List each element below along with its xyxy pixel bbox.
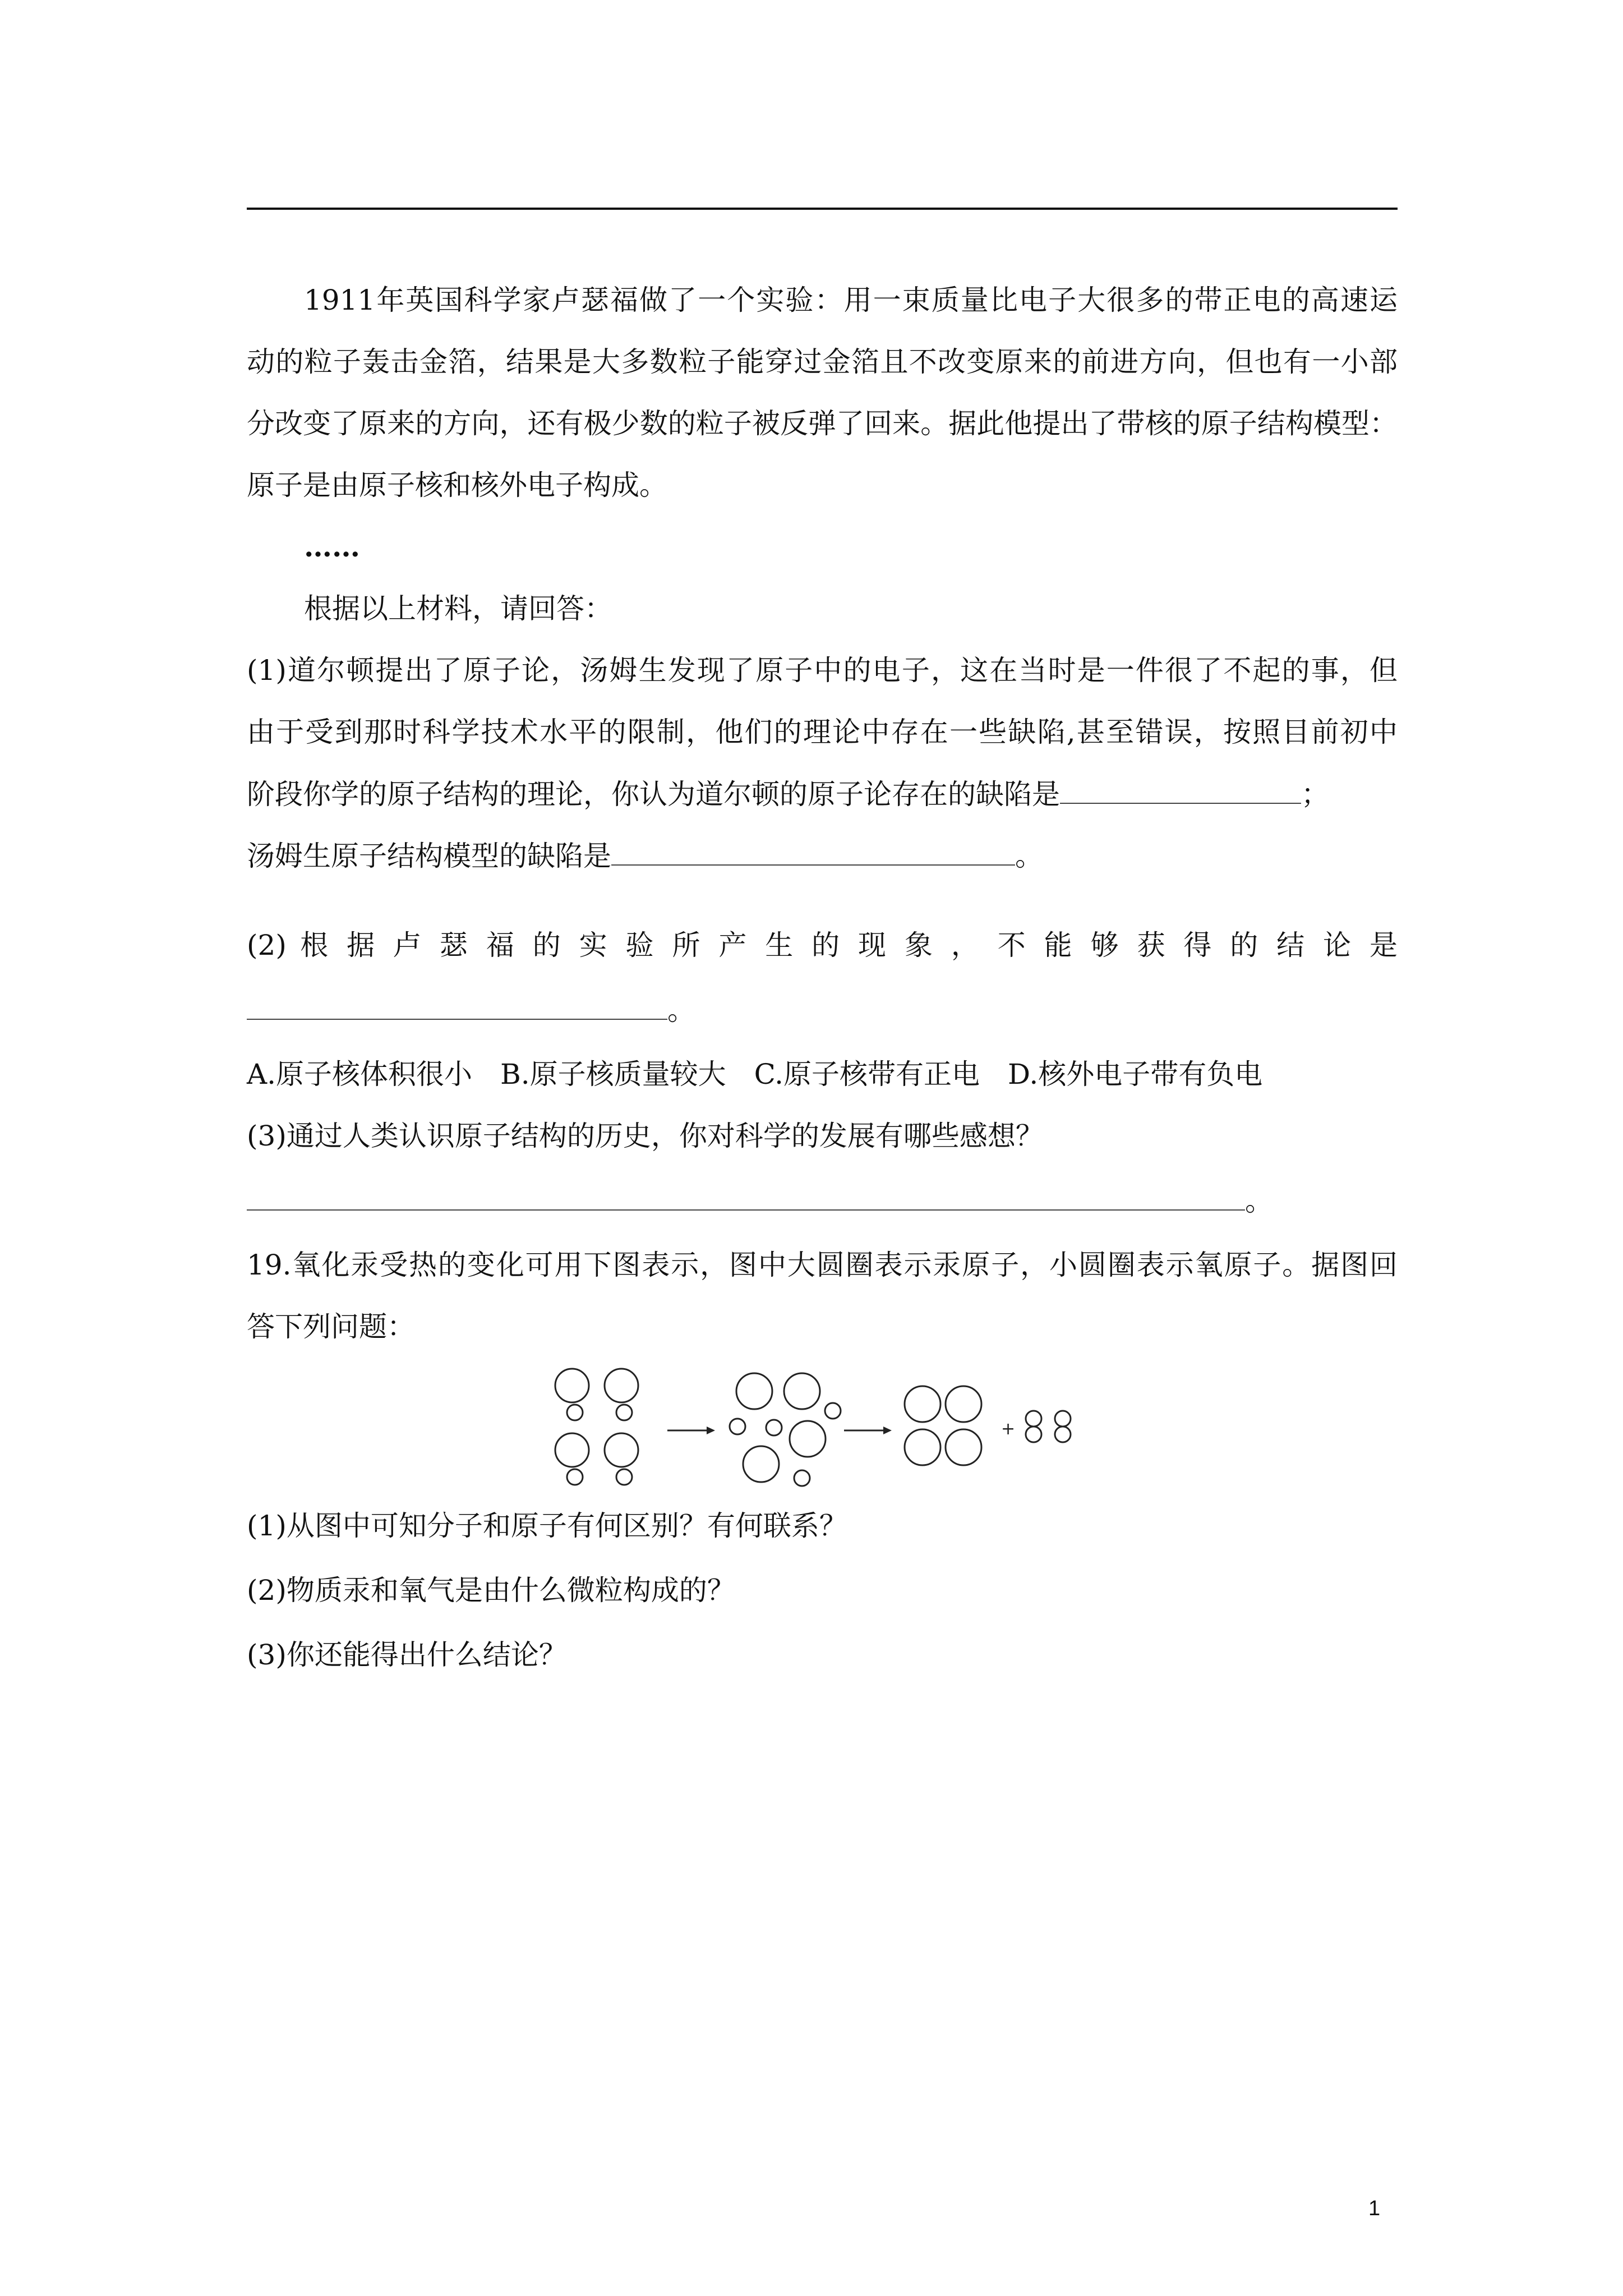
oxygen-molecule [1026, 1411, 1041, 1442]
mercury-atom [555, 1369, 589, 1402]
option-c[interactable]: C.原子核带有正电 [754, 1058, 980, 1091]
oxygen-atom [616, 1469, 632, 1485]
option-b[interactable]: B.原子核质量较大 [500, 1058, 726, 1091]
paragraph-line-1: 1911年英国科学家卢瑟福做了一个实验：用一束质量比电子大很多的带正电的高速运 [304, 284, 1398, 316]
ellipsis: …… [304, 530, 360, 563]
mercury-atom [946, 1386, 981, 1422]
hgo-molecule [555, 1433, 589, 1485]
paragraph-line-4: 原子是由原子核和核外电子构成。 [247, 469, 667, 501]
q18-2-answer-line [247, 993, 1398, 1027]
hgo-molecule [605, 1433, 638, 1485]
oxygen-atom [1055, 1427, 1071, 1442]
mercury-atom [905, 1386, 940, 1422]
arrow-head [883, 1427, 892, 1434]
oxygen-atom [1026, 1411, 1041, 1427]
option-d[interactable]: D.核外电子带有负电 [1008, 1058, 1263, 1091]
period: 。 [667, 994, 695, 1027]
mercury-oxide-decomposition-diagram [552, 1366, 1085, 1495]
q18-1-line-3-text: 阶段你学的原子结构的理论，你认为道尔顿的原子论存在的缺陷是 [247, 778, 1060, 811]
oxygen-atom [1055, 1411, 1071, 1427]
mercury-atom [946, 1429, 981, 1465]
q18-1-line-2: 由于受到那时科学技术水平的限制，他们的理论中存在一些缺陷,甚至错误，按照目前初中 [247, 716, 1398, 748]
oxygen-atom [825, 1403, 841, 1419]
answer-blank-reflection[interactable] [247, 1184, 1245, 1211]
paragraph-line-2: 动的粒子轰击金箔，结果是大多数粒子能穿过金箔且不改变原来的前进方向，但也有一小部 [247, 346, 1398, 378]
period: 。 [1015, 840, 1043, 872]
oxygen-atom [730, 1419, 745, 1434]
hgo-molecule [605, 1369, 638, 1420]
q18-2-options [247, 1057, 1398, 1091]
option-a[interactable]: A.原子核体积很小 [247, 1058, 473, 1091]
oxygen-atom [1026, 1427, 1041, 1442]
q18-3-line: (3)通过人类认识原子结构的历史，你对科学的发展有哪些感想？ [247, 1120, 1044, 1152]
q18-prompt: 根据以上材料，请回答： [304, 592, 612, 625]
mercury-atom [605, 1433, 638, 1467]
q18-1-line-3 [247, 777, 1398, 811]
q18-1-line-4 [247, 839, 1398, 873]
mercury-atom [736, 1373, 772, 1409]
mercury-atom [555, 1433, 589, 1467]
hgo-molecule [555, 1369, 589, 1420]
arrow-head [707, 1427, 715, 1434]
oxygen-atom [567, 1405, 583, 1420]
answer-blank-thomson[interactable] [611, 839, 1015, 866]
q18-2-line: (2) 根 据 卢 瑟 福 的 实 验 所 产 生 的 现 象 ， 不 能 够 获 得 的 结 论 是 [247, 929, 1398, 961]
oxygen-molecule [1055, 1411, 1071, 1442]
oxygen-atom [567, 1469, 583, 1485]
header-rule [247, 208, 1398, 210]
q19-intro-line-1: 19.氧化汞受热的变化可用下图表示，图中大圆圈表示汞原子，小圆圈表示氧原子。据图回 [247, 1249, 1398, 1281]
mercury-atom [743, 1446, 779, 1482]
q19-2: (2)物质汞和氧气是由什么微粒构成的？ [247, 1574, 735, 1607]
q19-1: (1)从图中可知分子和原子有何区别？有何联系？ [247, 1510, 847, 1542]
q18-1-line-1: (1)道尔顿提出了原子论，汤姆生发现了原子中的电子，这在当时是一件很了不起的事，但 [247, 654, 1398, 687]
mercury-atom [784, 1373, 820, 1409]
mercury-atom [905, 1429, 940, 1465]
plus-sign: + [1001, 1419, 1016, 1439]
q18-1-line-4-text: 汤姆生原子结构模型的缺陷是 [247, 840, 611, 872]
mercury-atom [790, 1421, 826, 1457]
period: 。 [1245, 1185, 1273, 1217]
oxygen-atom [794, 1470, 810, 1486]
page-number: 1 [1368, 2197, 1381, 2220]
q19-intro-line-2: 答下列问题： [247, 1310, 415, 1343]
paragraph-line-3: 分改变了原来的方向，还有极少数的粒子被反弹了回来。据此他提出了带核的原子结构模型： [247, 407, 1398, 440]
q19-3: (3)你还能得出什么结论？ [247, 1639, 567, 1671]
mercury-atom [605, 1369, 638, 1402]
oxygen-atom [616, 1405, 632, 1420]
answer-blank-rutherford[interactable] [247, 993, 667, 1020]
oxygen-atom [766, 1420, 782, 1435]
answer-blank-dalton[interactable] [1060, 777, 1301, 804]
semicolon: ； [1301, 778, 1329, 811]
q18-3-answer-line [247, 1184, 1398, 1218]
